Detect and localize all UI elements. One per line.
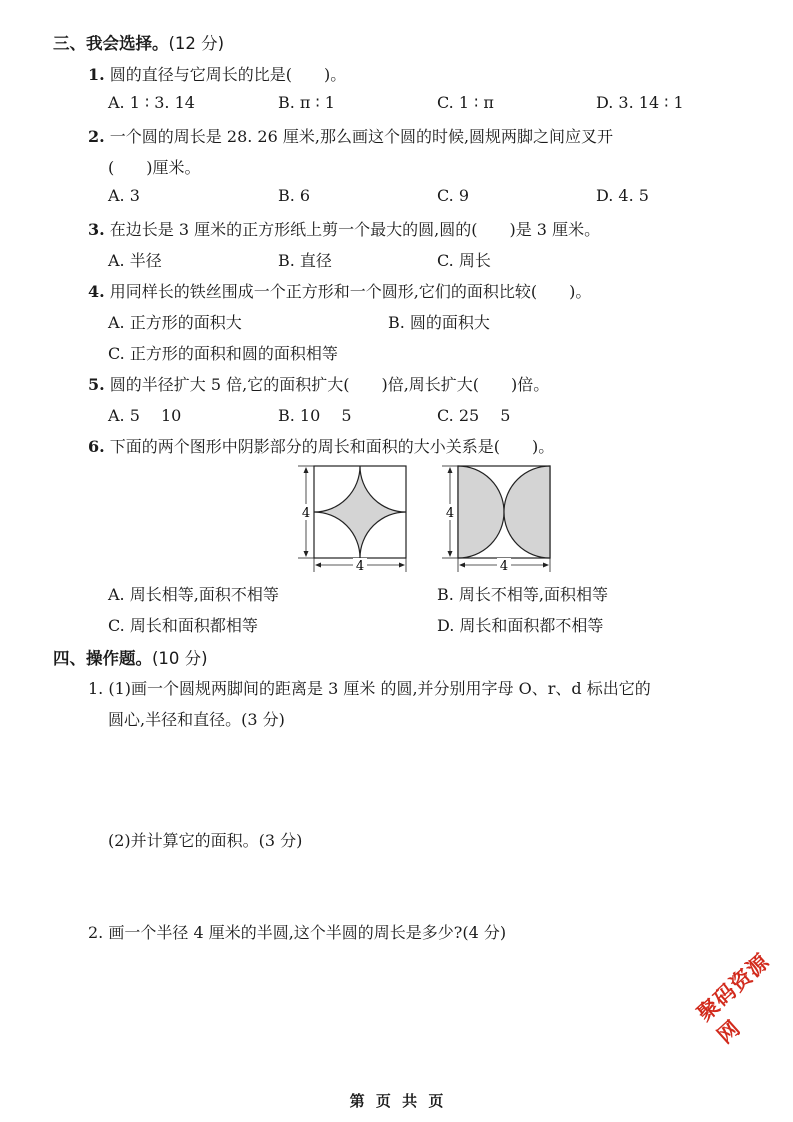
operation-question-1-line1: 1. (1)画一个圆规两脚间的距离是 3 厘米 的圆,并分别用字母 O、r、d 标出它的 (88, 679, 651, 698)
option-b: B. 10 5 (278, 406, 352, 425)
question-1 (88, 62, 346, 85)
section3-title (53, 30, 224, 54)
option-c: C. 周长和面积都相等 (108, 616, 258, 635)
question-number: 1. (88, 65, 105, 84)
shaded-region-right (504, 466, 550, 558)
shaded-region-left (458, 466, 504, 558)
dimension-label-horizontal: 4 (499, 559, 509, 574)
option-c: C. 1 ∶ π (437, 93, 494, 112)
question-text: 圆的半径扩大 5 倍,它的面积扩大( )倍,周长扩大( )倍。 (109, 375, 550, 394)
dimension-label-vertical: 4 (301, 506, 311, 521)
option-d: D. 3. 14 ∶ 1 (596, 93, 684, 112)
question-text: 下面的两个图形中阴影部分的周长和面积的大小关系是( )。 (109, 437, 555, 456)
option-b: B. 直径 (278, 251, 332, 270)
question-6 (88, 434, 554, 457)
option-c: C. 周长 (437, 251, 491, 270)
option-c: C. 25 5 (437, 406, 511, 425)
option-a: A. 1 ∶ 3. 14 (108, 93, 195, 112)
question-2-continued: ( )厘米。 (108, 158, 201, 177)
option-a: A. 5 10 (108, 406, 182, 425)
operation-question-1-line2: 圆心,半径和直径。(3 分) (108, 710, 285, 729)
question-number: 6. (88, 437, 105, 456)
option-a: A. 周长相等,面积不相等 (108, 585, 279, 604)
option-c: C. 9 (437, 186, 470, 205)
question-5 (88, 372, 549, 395)
option-a: A. 正方形的面积大 (108, 313, 242, 332)
section4-title-text: 四、操作题。 (53, 649, 152, 668)
question-number: 3. (88, 220, 105, 239)
option-b: B. 圆的面积大 (388, 313, 490, 332)
question-2 (88, 124, 613, 147)
option-b: B. π ∶ 1 (278, 93, 335, 112)
option-a: A. 半径 (108, 251, 162, 270)
option-b: B. 周长不相等,面积相等 (437, 585, 609, 604)
question-3 (88, 217, 600, 240)
section4-title (53, 645, 208, 669)
option-c: C. 正方形的面积和圆的面积相等 (108, 344, 338, 363)
section3-title-text: 三、我会选择。 (53, 34, 169, 53)
question-text: 一个圆的周长是 28. 26 厘米,那么画这个圆的时候,圆规两脚之间应叉开 (109, 127, 614, 146)
dimension-label-horizontal: 4 (355, 559, 365, 574)
figure-star-square (294, 462, 414, 578)
question-text: 用同样长的铁丝围成一个正方形和一个圆形,它们的面积比较( )。 (109, 282, 592, 301)
question-text: 圆的直径与它周长的比是( )。 (109, 65, 347, 84)
option-d: D. 周长和面积都不相等 (437, 616, 604, 635)
shaded-region (314, 466, 406, 558)
question-text: 在边长是 3 厘米的正方形纸上剪一个最大的圆,圆的( )是 3 厘米。 (109, 220, 601, 239)
operation-question-1-part2: (2)并计算它的面积。(3 分) (108, 831, 303, 850)
option-d: D. 4. 5 (596, 186, 649, 205)
question-number: 2. (88, 127, 105, 146)
operation-question-2: 2. 画一个半径 4 厘米的半圆,这个半圆的周长是多少?(4 分) (88, 923, 507, 942)
option-b: B. 6 (278, 186, 311, 205)
dimension-label-vertical: 4 (445, 506, 455, 521)
section3-score: (12 分) (168, 34, 225, 53)
question-number: 5. (88, 375, 105, 394)
section4-score: (10 分) (152, 649, 208, 668)
watermark-stamp: 聚码资源网 (692, 949, 775, 1049)
question-4 (88, 279, 591, 302)
page-footer: 第 页 共 页 (349, 1092, 444, 1110)
figure-half-circles-square (438, 462, 558, 578)
question-number: 4. (88, 282, 105, 301)
option-a: A. 3 (108, 186, 140, 205)
